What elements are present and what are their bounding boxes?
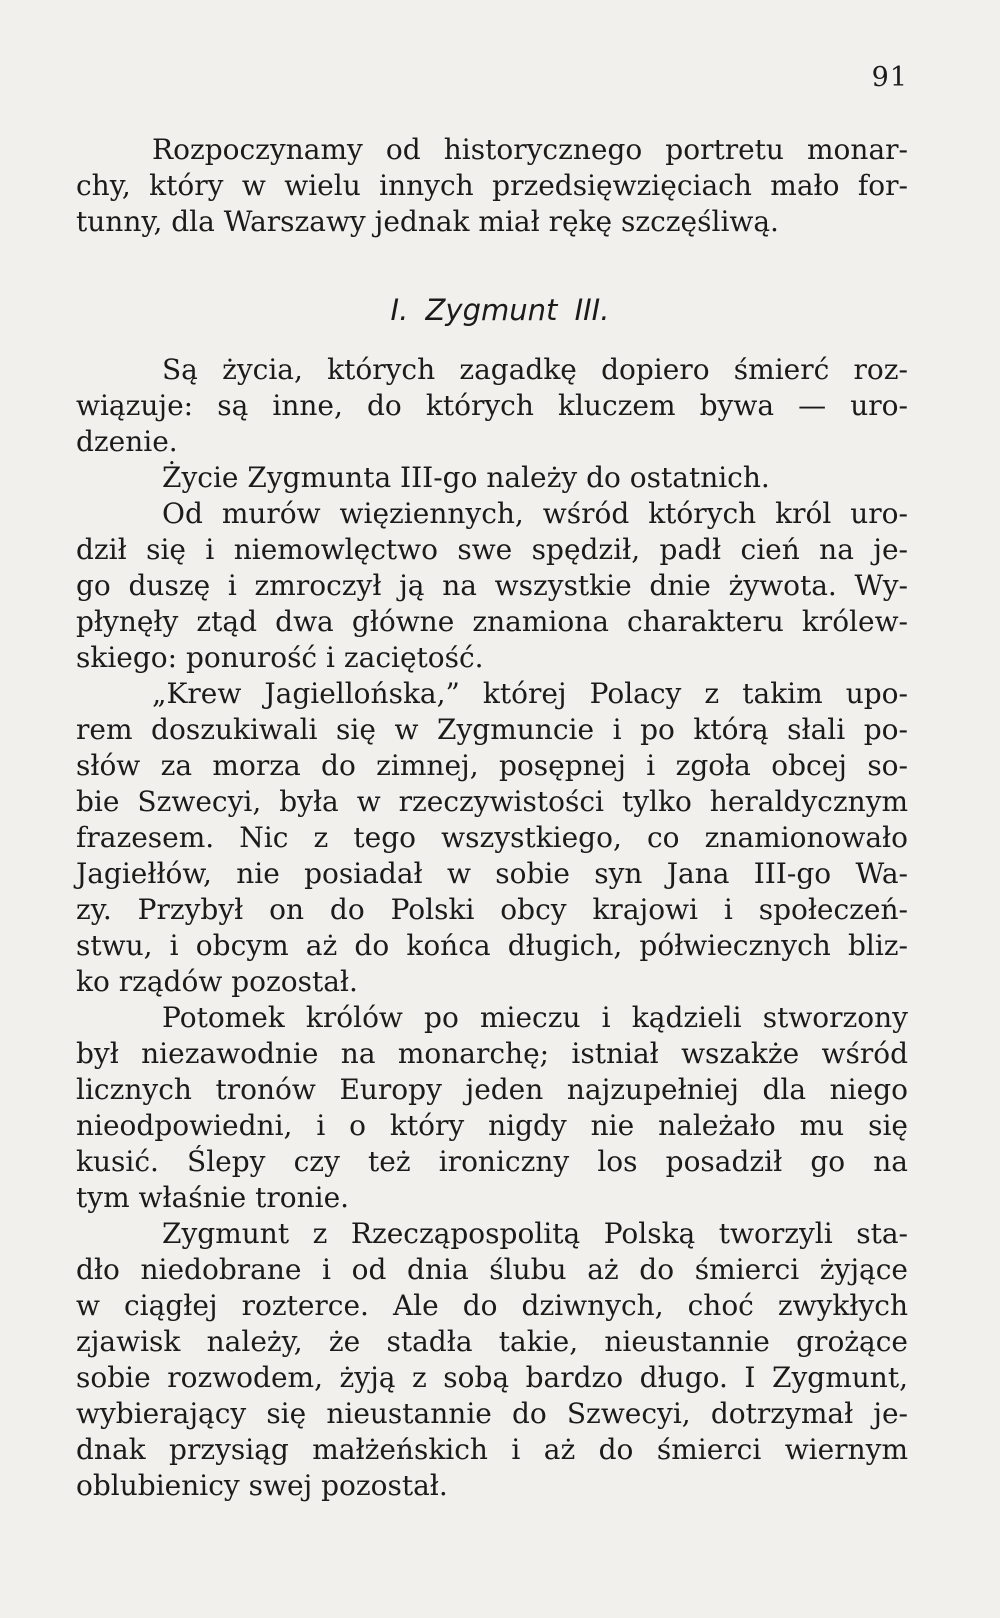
body-line: licznych tronów Europy jeden najzupełniej dla niego (76, 1073, 908, 1106)
body-line: płynęły ztąd dwa główne znamiona charakteru królew- (76, 605, 908, 638)
page-number: 91 (871, 62, 908, 93)
body-line: tym właśnie tronie. (76, 1181, 350, 1214)
body-line: wiązuje: są inne, do których kluczem bywa — uro- (76, 389, 908, 422)
section-title: I. Zygmunt III. (390, 293, 610, 327)
body-line: był niezawodnie na monarchę; istniał wszakże wśród (76, 1037, 908, 1070)
body-line: rem doszukiwali się w Zygmuncie i po którą słali po- (76, 713, 908, 746)
body-line: stwu, i obcym aż do końca długich, półwiecznych bliz- (76, 929, 908, 962)
body-line: skiego: ponurość i zaciętość. (76, 641, 484, 674)
intro-line: Rozpoczynamy od historycznego portretu monar- (152, 133, 908, 166)
body-line: słów za morza do zimnej, posępnej i zgoła obcej so- (76, 749, 908, 782)
body-line: Od murów więziennych, wśród których król uro- (162, 497, 908, 530)
body-line: wybierający się nieustannie do Szwecyi, dotrzymał je- (76, 1397, 908, 1430)
body-line: Potomek królów po mieczu i kądzieli stworzony (162, 1001, 908, 1034)
body-line: bie Szwecyi, była w rzeczywistości tylko heraldycznym (76, 785, 908, 818)
body-line: dził się i niemowlęctwo swe spędził, padł cień na je- (76, 533, 908, 566)
body-line: ko rządów pozostał. (76, 965, 358, 998)
body-line: zy. Przybył on do Polski obcy krajowi i społeczeń- (76, 893, 908, 926)
body-line: nieodpowiedni, i o który nigdy nie należało mu się (76, 1109, 908, 1142)
body-line: oblubienicy swej pozostał. (76, 1469, 448, 1502)
body-line: dzenie. (76, 425, 178, 458)
body-line: Życie Zygmunta III-go należy do ostatnich. (162, 461, 770, 494)
body-line: dnak przysiąg małżeńskich i aż do śmierci wiernym (76, 1433, 908, 1466)
intro-line: tunny, dla Warszawy jednak miał rękę szczęśliwą. (76, 205, 779, 238)
body-line: w ciągłej rozterce. Ale do dziwnych, choć zwykłych (76, 1289, 908, 1322)
body-line: zjawisk należy, że stadła takie, nieustannie grożące (76, 1325, 908, 1358)
body-line: dło niedobrane i od dnia ślubu aż do śmierci żyjące (76, 1253, 908, 1286)
body-line: sobie rozwodem, żyją z sobą bardzo długo. I Zygmunt, (76, 1361, 908, 1394)
body-line: Są życia, których zagadkę dopiero śmierć roz- (162, 353, 908, 386)
body-line: Jagiełłów, nie posiadał w sobie syn Jana III-go Wa- (76, 857, 908, 890)
intro-line: chy, który w wielu innych przedsięwzięciach mało for- (76, 169, 908, 202)
body-line: kusić. Ślepy czy też ironiczny los posadził go na (76, 1145, 908, 1178)
body-line: Zygmunt z Rzecząpospolitą Polską tworzyli sta- (162, 1217, 908, 1250)
body-line: frazesem. Nic z tego wszystkiego, co znamionowało (76, 821, 908, 854)
body-line: go duszę i zmroczył ją na wszystkie dnie żywota. Wy- (76, 569, 908, 602)
body-line: „Krew Jagiellońska,” której Polacy z takim upo- (152, 677, 908, 710)
